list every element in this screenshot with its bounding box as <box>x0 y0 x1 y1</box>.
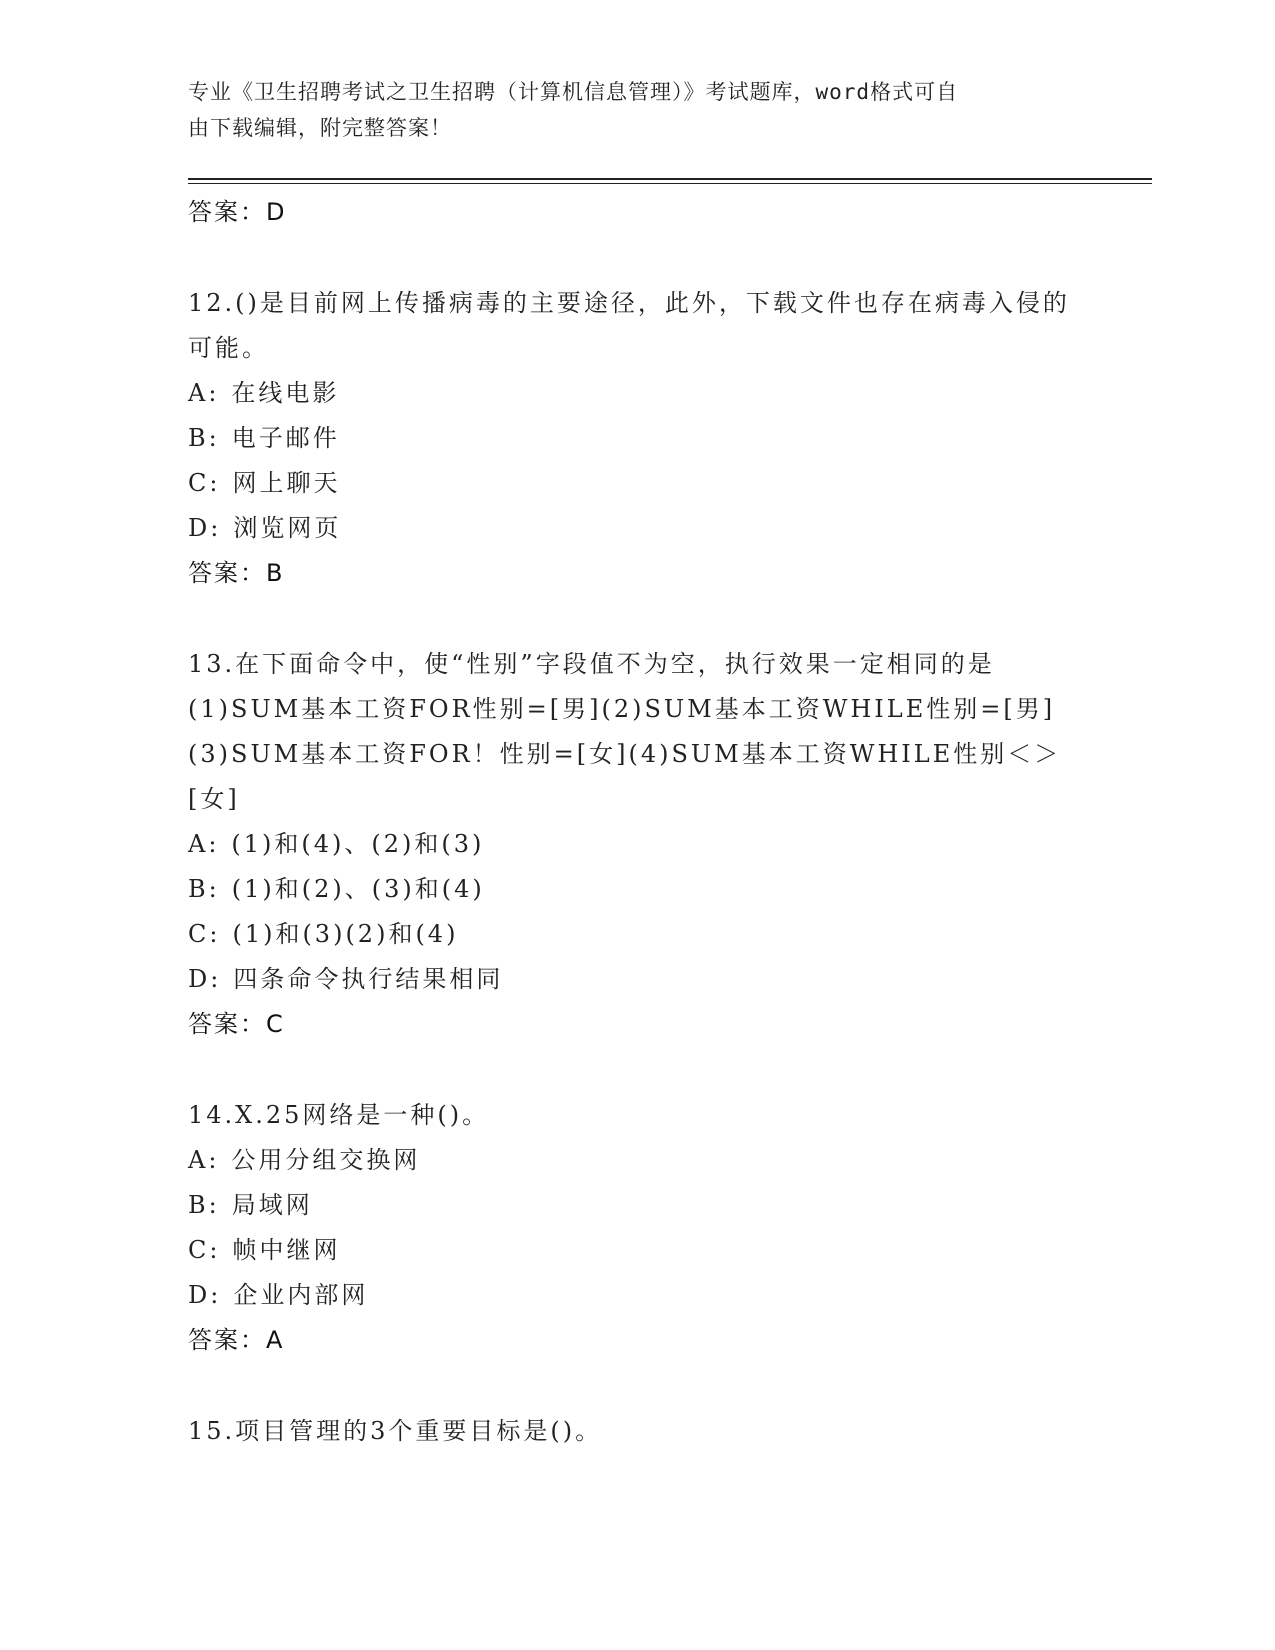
option-text: (1)和(2)、(3)和(4) <box>231 875 485 903</box>
option-text: (1)和(4)、(2)和(3) <box>231 830 485 858</box>
question-list <box>188 190 1078 1454</box>
document-header <box>188 74 1068 146</box>
spacer <box>188 1363 1078 1409</box>
question-text: 14.X.25网络是一种()。 <box>188 1101 490 1129</box>
option-text: 四条命令执行结果相同 <box>233 965 504 993</box>
header-divider-thin <box>188 183 1152 184</box>
option-letter: A: <box>188 1146 220 1174</box>
option-text: 局域网 <box>231 1191 313 1219</box>
spacer <box>188 1047 1078 1093</box>
option-letter: A: <box>188 830 220 858</box>
option-letter: B: <box>188 424 220 452</box>
option-a <box>188 371 1078 416</box>
option-text: 企业内部网 <box>233 1281 369 1309</box>
spacer <box>188 596 1078 642</box>
question-14 <box>188 1093 1078 1363</box>
option-d <box>188 506 1078 551</box>
option-letter: B: <box>188 1191 220 1219</box>
option-b <box>188 1183 1078 1228</box>
option-d <box>188 957 1078 1002</box>
option-text: 浏览网页 <box>233 514 342 542</box>
option-text: (1)和(3)(2)和(4) <box>232 920 459 948</box>
question-text: 13.在下面命令中，使“性别”字段值不为空，执行效果一定相同的是(1)SUM基本工资FOR性别=[男](2)SUM基本工资WHILE性别=[男](3)SUM基本工资FOR！性别=[女](4)SUM基本工资WHILE性别＜＞[女] <box>188 650 1062 813</box>
question-text: 15.项目管理的3个重要目标是()。 <box>188 1417 603 1445</box>
option-letter: C: <box>188 469 221 497</box>
option-text: 在线电影 <box>231 379 340 407</box>
option-letter: B: <box>188 875 220 903</box>
question-12 <box>188 281 1078 596</box>
option-text: 网上聊天 <box>232 469 341 497</box>
option-text: 帧中继网 <box>232 1236 341 1264</box>
spacer <box>188 235 1078 281</box>
option-a <box>188 822 1078 867</box>
option-b <box>188 416 1078 461</box>
option-text: 电子邮件 <box>231 424 340 452</box>
question-15 <box>188 1409 1078 1454</box>
option-b <box>188 867 1078 912</box>
question-13 <box>188 642 1078 1047</box>
option-text: 公用分组交换网 <box>231 1146 421 1174</box>
option-c <box>188 1228 1078 1273</box>
option-d <box>188 1273 1078 1318</box>
option-letter: C: <box>188 920 221 948</box>
answer-line: 答案：C <box>188 1010 285 1038</box>
header-line-2: 由下载编辑，附完整答案！ <box>188 116 452 140</box>
question-text: 12.()是目前网上传播病毒的主要途径，此外，下载文件也存在病毒入侵的可能。 <box>188 289 1070 362</box>
header-divider-thick <box>188 178 1152 180</box>
answer-line: 答案：B <box>188 559 285 587</box>
option-letter: C: <box>188 1236 221 1264</box>
option-letter: D: <box>188 1281 222 1309</box>
option-letter: D: <box>188 514 222 542</box>
header-line-1: 专业《卫生招聘考试之卫生招聘（计算机信息管理）》考试题库，word格式可自 <box>188 80 959 104</box>
option-a <box>188 1138 1078 1183</box>
option-c <box>188 912 1078 957</box>
option-letter: A: <box>188 379 220 407</box>
option-c <box>188 461 1078 506</box>
answer-line: 答案：A <box>188 1326 285 1354</box>
option-letter: D: <box>188 965 222 993</box>
previous-answer: 答案：D <box>188 198 287 226</box>
